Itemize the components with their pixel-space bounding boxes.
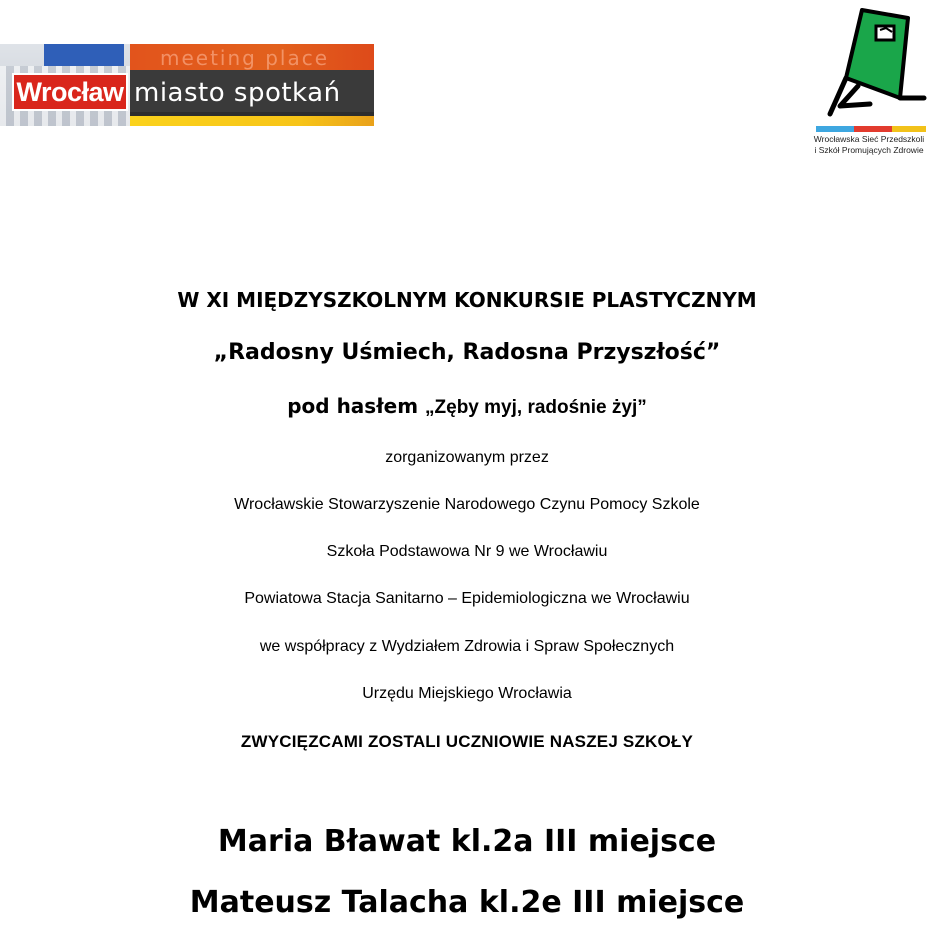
organizer-line: Szkoła Podstawowa Nr 9 we Wrocławiu [326,543,608,560]
slogan-text: „Zęby myj, radośnie żyj” [425,397,647,418]
logo-slogan: miasto spotkań [134,78,341,108]
organizer-line: Urzędu Miejskiego Wrocławia [362,685,572,702]
health-network-logo [800,6,932,160]
organizer-line: Powiatowa Stacja Sanitarno – Epidemiologiczna we Wrocławiu [244,590,690,607]
winner-entry: Maria Bławat kl.2a III miejsce [217,824,717,859]
logo-faint-text: meeting place [160,46,330,70]
winner-entry: Mateusz Talacha kl.2e III miejsce [189,885,745,920]
logo-city-name: Wrocław [12,73,128,111]
contest-title: „Radosny Uśmiech, Radosna Przyszłość” [213,340,721,365]
network-caption [806,134,932,156]
contest-heading: W XI MIĘDZYSZKOLNYM KONKURSIE PLASTYCZNYM [177,288,757,312]
slogan-prefix: pod hasłem [287,394,419,418]
logo-right-panel [130,44,374,126]
network-caption-line2: i Szkół Promujących Zdrowie [814,145,924,155]
winners-heading: ZWYCIĘZCAMI ZOSTALI UCZNIOWIE NASZEJ SZKOŁY [240,732,694,751]
wroclaw-logo [0,44,374,126]
network-caption-line1: Wrocławska Sieć Przedszkoli [813,134,925,144]
organizer-line: we współpracy z Wydziałem Zdrowia i Spraw Społecznych [259,638,675,655]
contest-slogan [0,394,934,419]
organized-by: zorganizowanym przez [385,449,549,466]
network-emblem-icon [800,6,932,134]
organizer-line: Wrocławskie Stowarzyszenie Narodowego Czynu Pomocy Szkole [234,496,700,513]
